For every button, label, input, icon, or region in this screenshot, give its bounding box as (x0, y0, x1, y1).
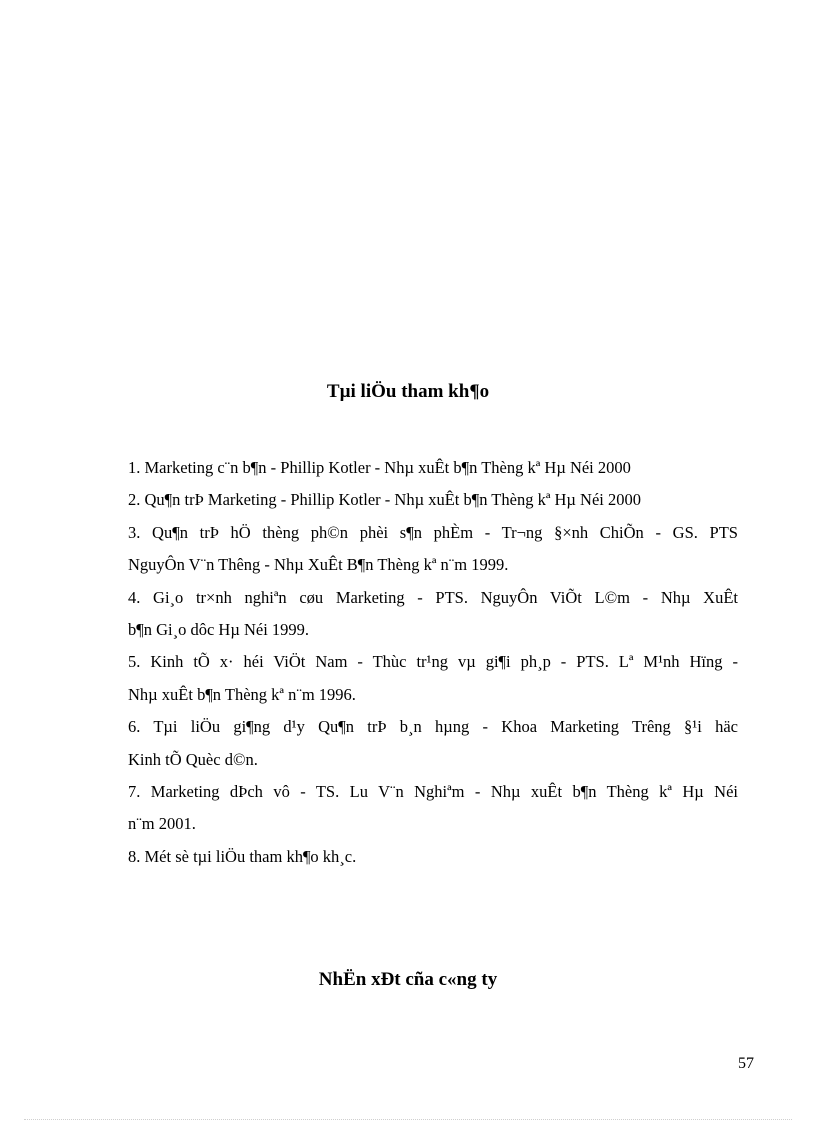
reference-line: 4. Gi¸o tr×nh nghiªn cøu Marketing - PTS. NguyÔn ViÕt L©m - Nhµ XuÊt (128, 587, 738, 607)
reference-line: n¨m 2001. (128, 814, 196, 834)
reference-line: 3. Qu¶n trÞ hÖ thèng ph©n phèi s¶n phÈm - Tr¬ng §×nh ChiÕn - GS. PTS (128, 522, 738, 542)
footer-divider (24, 1119, 792, 1120)
company-review-heading: NhËn xÐt cña c«ng ty (318, 969, 498, 990)
reference-line: 1. Marketing c¨n b¶n - Phillip Kotler - Nhµ xuÊt b¶n Thèng kª Hµ Néi 2000 (128, 458, 631, 477)
reference-item (128, 582, 738, 647)
reference-line: NguyÔn V¨n Thêng - Nhµ XuÊt B¶n Thèng kª n¨m 1999. (128, 555, 509, 575)
reference-item (128, 484, 738, 516)
references-heading: Tµi liÖu tham kh¶o (326, 381, 490, 402)
reference-line: Kinh tÕ Quèc d©n. (128, 749, 258, 769)
reference-line: 2. Qu¶n trÞ Marketing - Phillip Kotler - Nhµ xuÊt b¶n Thèng kª Hµ Néi 2000 (128, 490, 641, 510)
reference-line: b¶n Gi¸o dôc Hµ Néi 1999. (128, 620, 310, 640)
reference-line: 5. Kinh tÕ x· héi ViÖt Nam - Thùc tr¹ng vµ gi¶i ph¸p - PTS. Lª M¹nh Hïng - (128, 652, 738, 672)
reference-item (128, 646, 738, 711)
reference-item (128, 841, 738, 873)
page-number: 57 (738, 1055, 754, 1072)
reference-item (128, 452, 738, 484)
reference-item (128, 517, 738, 582)
reference-line: Nhµ xuÊt b¶n Thèng kª n¨m 1996. (128, 684, 356, 704)
reference-line: 7. Marketing dÞch vô - TS. Lu V¨n Nghiªm - Nhµ xuÊt b¶n Thèng kª Hµ Néi (128, 782, 738, 802)
reference-line: 8. Mét sè tµi liÖu tham kh¶o kh¸c. (128, 846, 357, 866)
reference-line: 6. Tµi liÖu gi¶ng d¹y Qu¶n trÞ b¸n hµng - Khoa Marketing Trêng §¹i häc (128, 717, 738, 737)
reference-item (128, 776, 738, 841)
reference-item (128, 711, 738, 776)
reference-list (128, 452, 738, 873)
